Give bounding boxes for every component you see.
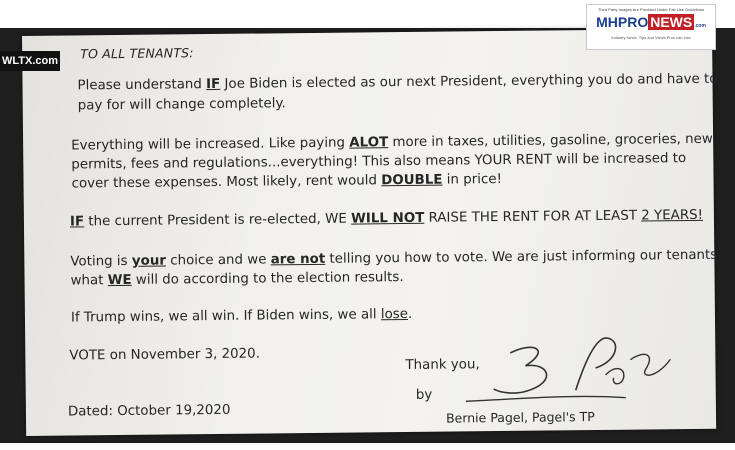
paragraph-5: If Trump wins, we all win. If Biden wins, we all lose. xyxy=(70,306,413,326)
paragraph-4-line-2: what WE will do according to the election results. xyxy=(70,270,404,289)
closing-thank-you: Thank you, xyxy=(405,357,480,374)
paragraph-2-line-2: permits, fees and regulations...everything! This also means YOUR RENT will be increased to xyxy=(71,151,687,173)
logo-wordmark: MHPRO NEWS .com xyxy=(596,14,706,30)
paragraph-4-line-1: Voting is your choice and we are not telling you how to vote. We are just informing our tenants xyxy=(70,247,718,270)
mhpronews-logo xyxy=(586,4,716,50)
wltx-badge: WLTX.com xyxy=(0,51,60,71)
letter-title: TO ALL TENANTS: xyxy=(80,45,194,62)
letter-paper xyxy=(22,29,716,436)
paragraph-3: IF the current President is re-elected, WE WILL NOT RAISE THE RENT FOR AT LEAST 2 YEARS! xyxy=(69,207,704,230)
paragraph-1-line-2: pay for will change completely. xyxy=(77,96,286,114)
paragraph-2-line-3: cover these expenses. Most likely, rent would DOUBLE in price! xyxy=(71,171,502,192)
handwritten-signature xyxy=(455,319,676,416)
paragraph-1-line-1: Please understand IF Joe Biden is elected as our next President, everything you do and have to xyxy=(77,71,718,94)
by-label: by xyxy=(415,387,433,403)
dated-line: Dated: October 19,2020 xyxy=(67,402,231,420)
signer-name: Bernie Pagel, Pagel's TP xyxy=(445,409,595,426)
logo-disclaimer: Third Party Images Are Provided Under Fair Use Guidelines xyxy=(597,7,705,12)
logo-tagline: Industry News, Tips and Views Pros can Use xyxy=(611,35,691,40)
paragraph-2-line-1: Everything will be increased. Like paying ALOT more in taxes, utilities, gasoline, groceries, new xyxy=(71,131,713,154)
vote-date-line: VOTE on November 3, 2020. xyxy=(69,346,261,364)
